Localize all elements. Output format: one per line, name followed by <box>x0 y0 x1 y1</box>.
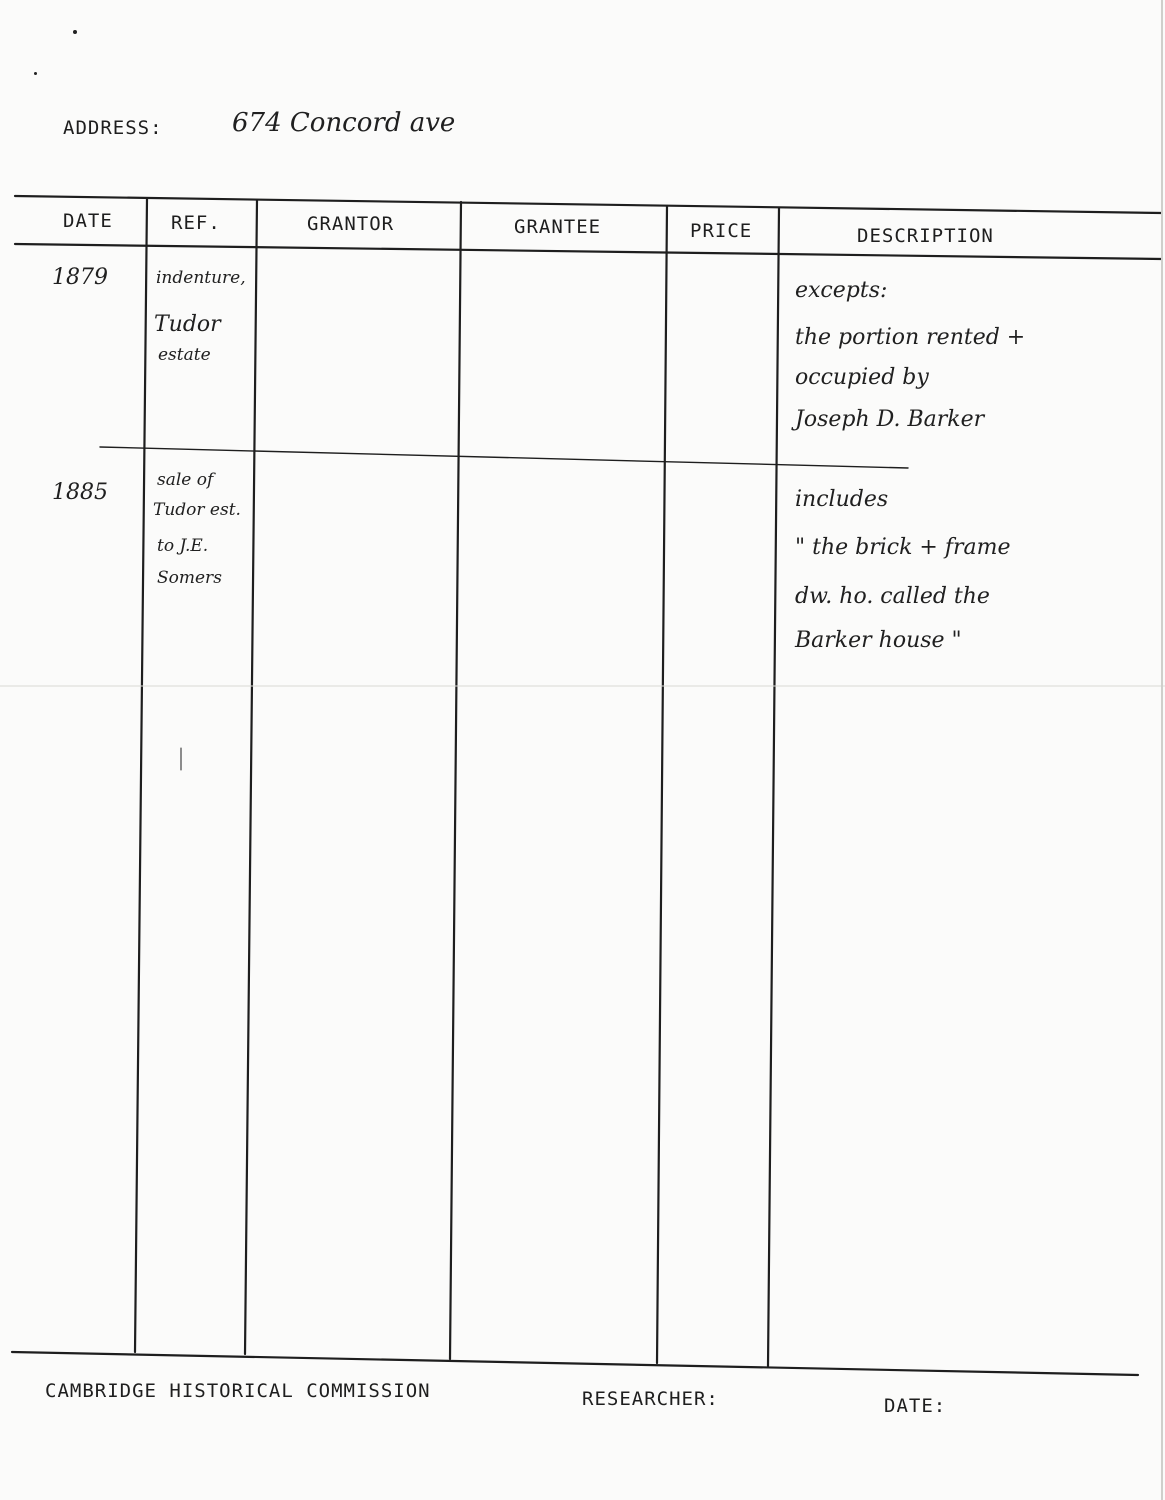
footer-date-label: DATE: <box>884 1395 947 1417</box>
address-value: 674 Concord ave <box>232 108 456 138</box>
footer-organization: CAMBRIDGE HISTORICAL COMMISSION <box>45 1380 431 1402</box>
row-1-ref-line-1: indenture, <box>156 268 246 288</box>
column-header-grantee: GRANTEE <box>514 216 602 238</box>
row-1-description-line-3: occupied by <box>795 365 929 390</box>
row-2-description-line-2: " the brick + frame <box>795 535 1011 560</box>
row-1-ref-line-2: Tudor <box>154 312 221 337</box>
row-1-description-line-4: Joseph D. Barker <box>795 407 985 432</box>
row-1-description-line-1: excepts: <box>795 278 888 303</box>
row-1-description-line-2: the portion rented + <box>795 325 1026 350</box>
column-header-price: PRICE <box>690 220 753 242</box>
column-header-description: DESCRIPTION <box>857 225 994 247</box>
row-2-ref-line-1: sale of <box>157 470 214 490</box>
column-header-date: DATE <box>63 210 113 232</box>
row-2-ref-line-4: Somers <box>157 568 222 588</box>
row-2-ref-line-3: to J.E. <box>157 536 209 556</box>
row-2-date: 1885 <box>52 480 108 505</box>
row-1-date: 1879 <box>52 265 108 290</box>
row-2-description-line-4: Barker house " <box>795 628 962 653</box>
row-2-description-line-1: includes <box>795 487 889 512</box>
row-2-description-line-3: dw. ho. called the <box>795 584 990 609</box>
address-label: ADDRESS: <box>63 117 163 139</box>
row-1-ref-line-3: estate <box>158 345 211 365</box>
footer-researcher-label: RESEARCHER: <box>582 1388 719 1410</box>
column-header-grantor: GRANTOR <box>307 213 395 235</box>
row-2-ref-line-2: Tudor est. <box>153 500 241 520</box>
column-header-ref: REF. <box>171 212 221 234</box>
